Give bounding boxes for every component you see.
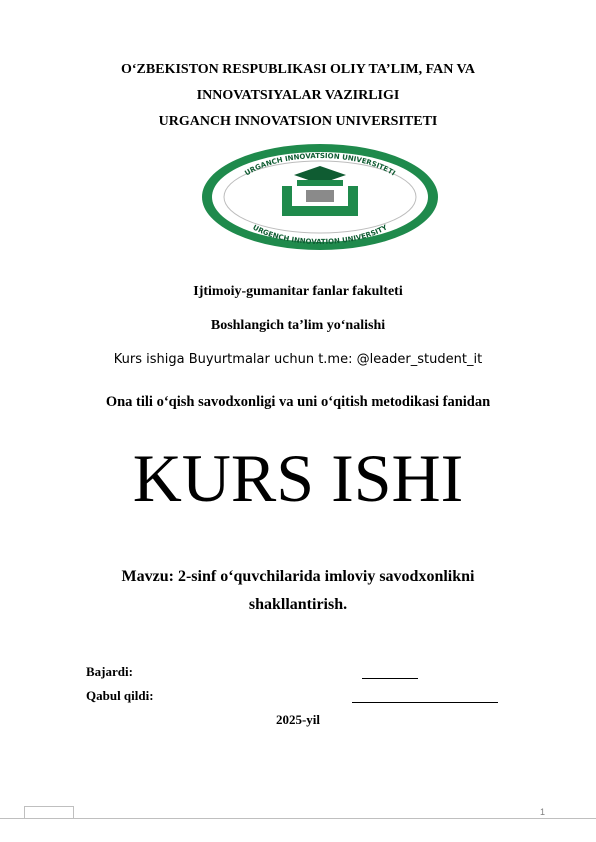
- footer-tab: [24, 806, 74, 819]
- university-logo: [200, 142, 440, 252]
- page-number: 1: [540, 807, 546, 817]
- subject-line: Ona tili o‘qish savodxonligi va uni o‘qitish metodikasi fanidan: [105, 394, 491, 410]
- faculty-name: Ijtimoiy-gumanitar fanlar fakulteti: [193, 284, 403, 299]
- university-name: URGANCH INNOVATSION UNIVERSITETI: [158, 114, 438, 129]
- footer-divider: [0, 818, 596, 819]
- ministry-line-2: INNOVATSIYALAR VAZIRLIGI: [196, 88, 400, 103]
- ministry-line-1: O‘ZBEKISTON RESPUBLIKASI OLIY TA’LIM, FAN VA: [121, 62, 475, 77]
- year: 2025-yil: [275, 712, 321, 727]
- accepted-by-blank: [352, 702, 498, 703]
- direction-name: Boshlangich ta’lim yo‘nalishi: [210, 318, 386, 333]
- accepted-by-label: Qabul qildi:: [86, 688, 154, 703]
- topic-line-1: Mavzu: 2-sinf o‘quvchilarida imloviy savodxonlikni: [121, 568, 475, 585]
- logo-bottom-text: URGENCH INNOVATION UNIVERSITY: [251, 223, 389, 247]
- done-by-blank: [362, 678, 418, 679]
- logo-top-text: URGANCH INNOVATSION UNIVERSITETI: [243, 151, 397, 178]
- topic-line-2: shakllantirish.: [248, 596, 348, 613]
- order-note: Kurs ishiga Buyurtmalar uchun t.me: @leader_student_it: [113, 352, 483, 367]
- document-title: KURS ISHI: [132, 440, 464, 516]
- done-by-label: Bajardi:: [86, 664, 133, 679]
